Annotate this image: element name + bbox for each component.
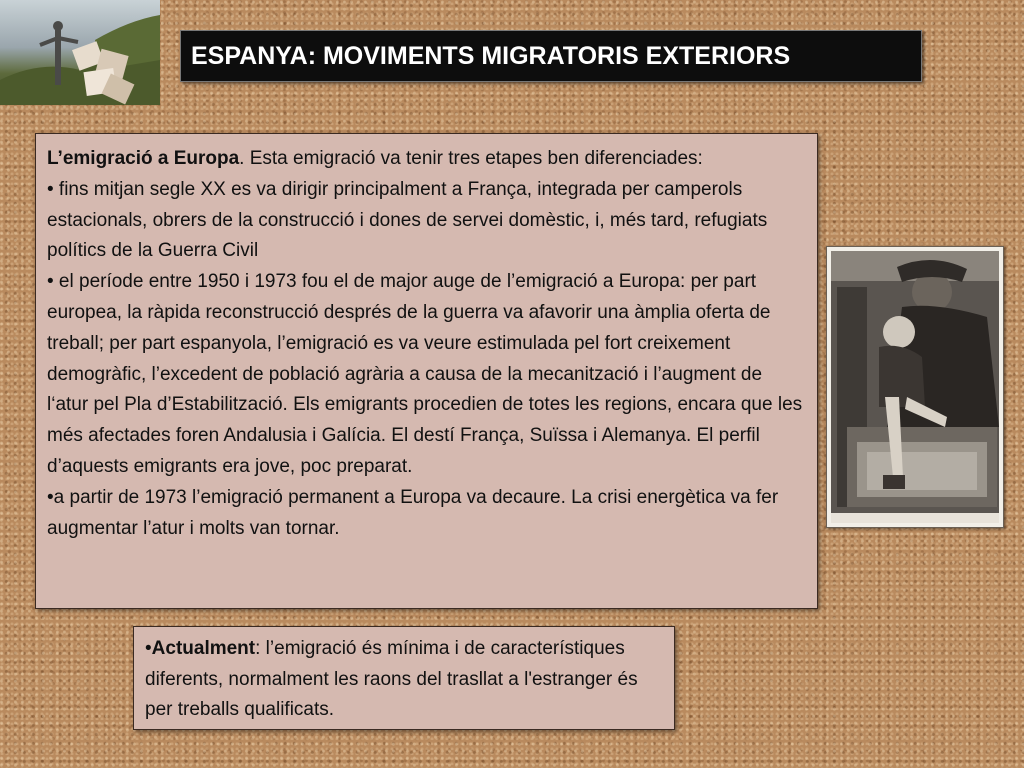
current-paragraph bbox=[145, 634, 663, 726]
bottom-text-box bbox=[133, 626, 675, 730]
current-heading: Actualment bbox=[151, 638, 256, 659]
bullet-item: • fins mitjan segle XX es va dirigir principalment a França, integrada per camperols estacionals, obrers de la construcció i dones de servei domèstic, i, més tard, refugiats polítics de la Guerra Civil bbox=[47, 178, 768, 262]
title-bar bbox=[180, 30, 922, 82]
bullet-item: • el període entre 1950 i 1973 fou el de major auge de l’emigració a Europa: per part europea, la ràpida reconstrucció després de la guerra va afavorir una àmplia oferta de treball; per part espanyola, l’emigració es va veure estimulada pel fort creixement demogràfic, l’excedent de població agrària a causa de la mecanització i l’augment de l‘atur pel Pla d’Estabilització. Els emigrants procedien de totes les regions, encara que les més afectades foren Andalusia i Galícia. El destí França, Suïssa i Alemanya. El perfil d’aquests emigrants era jove, poc preparat. bbox=[47, 271, 803, 477]
bullet-item: •a partir de 1973 l’emigració permanent a Europa va decaure. La crisi energètica va fer augmentar l’atur i molts van tornar. bbox=[47, 486, 779, 539]
emigrant-photo bbox=[826, 246, 1004, 528]
emigrant-photo-graphic bbox=[827, 247, 1003, 527]
intro-heading: L’emigració a Europa bbox=[47, 148, 240, 169]
intro-paragraph bbox=[47, 144, 806, 175]
statue-photo bbox=[0, 0, 160, 105]
bullet-mark: • bbox=[145, 638, 152, 659]
statue-photo-graphic bbox=[0, 0, 160, 105]
current-text: : l’emigració és mínima i de característiques diferents, normalment les raons del trasllat a l'estranger és per treballs qualificats. bbox=[145, 638, 638, 720]
intro-text: . Esta emigració va tenir tres etapes ben diferenciades: bbox=[239, 148, 703, 169]
page-title: ESPANYA: MOVIMENTS MIGRATORIS EXTERIORS bbox=[191, 41, 791, 70]
main-text-box bbox=[35, 133, 818, 609]
